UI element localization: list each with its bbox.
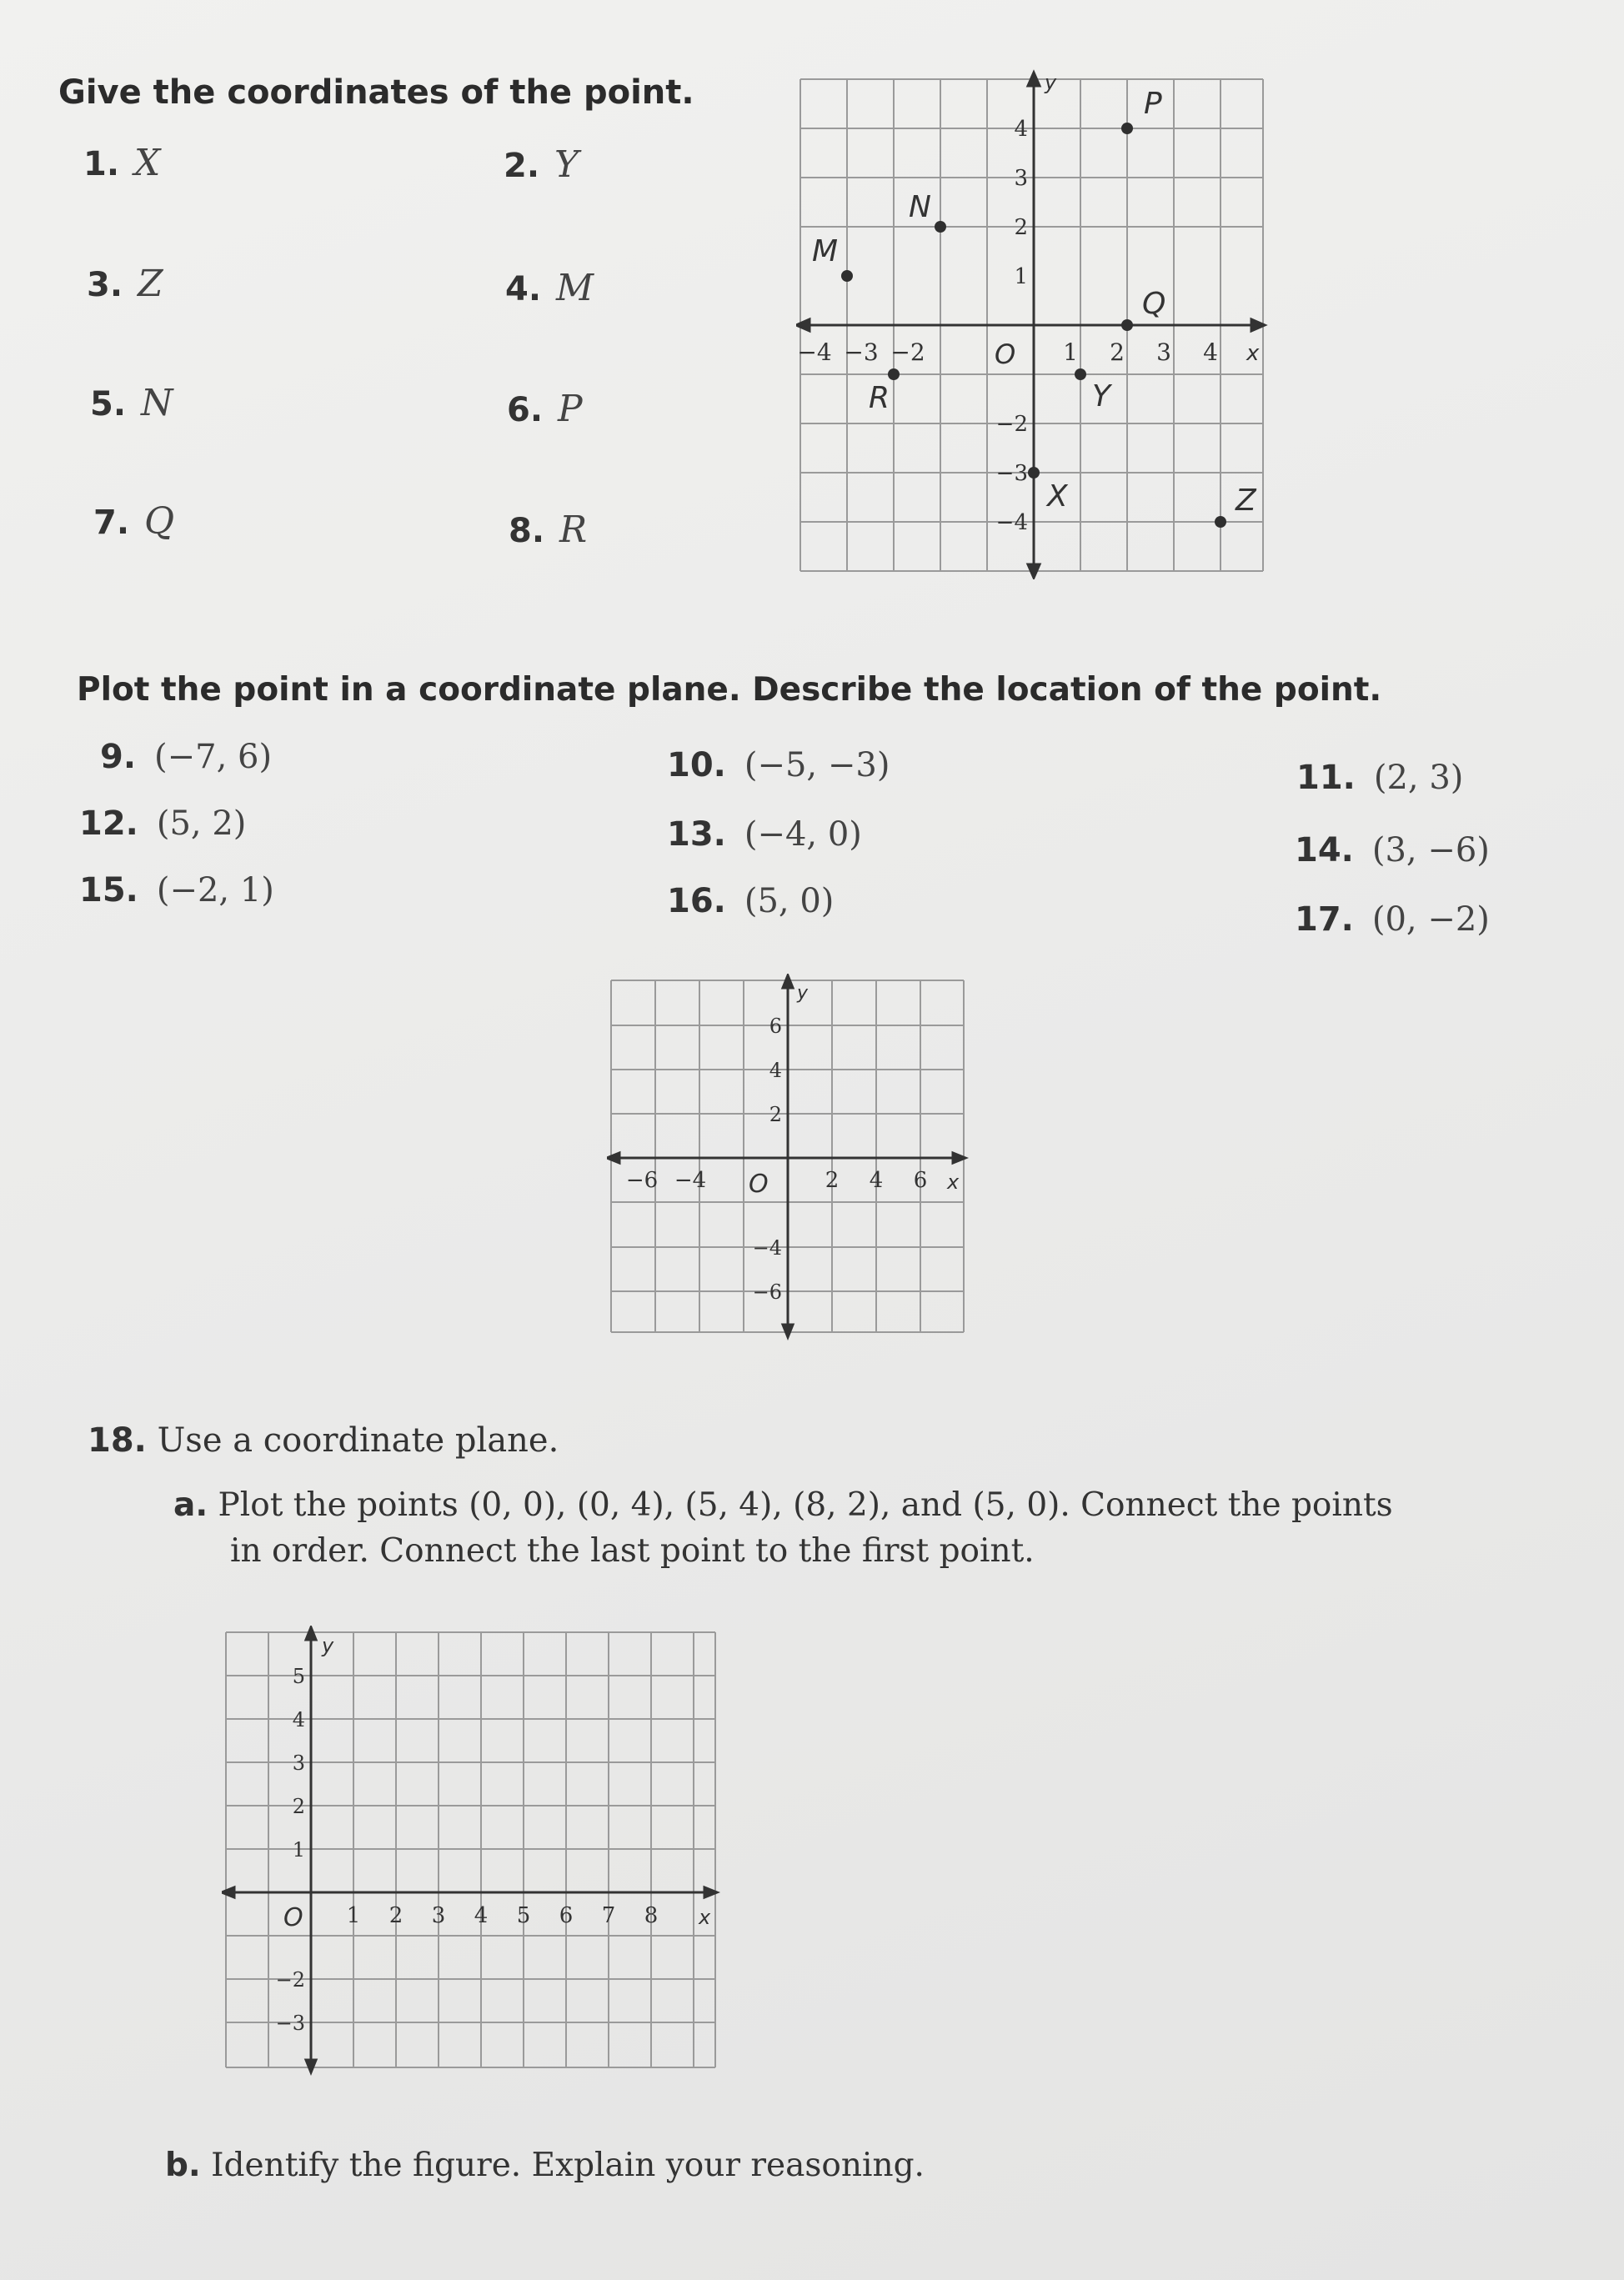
plane1-point-z [1215, 516, 1226, 528]
question-10: 10. (−5, −3) [667, 746, 890, 784]
plane1-x-axis-label: x [1246, 341, 1260, 366]
problem-18a-line1: Plot the points (0, 0), (0, 4), (5, 4), (8, 2), and (5, 0). Connect the points [218, 1486, 1393, 1524]
plane1-point-label: R [869, 381, 890, 415]
question-4: 4. M [505, 267, 594, 309]
question-2: 2. Y [504, 143, 579, 186]
question-label: Q [144, 500, 175, 543]
question-6: 6. P [507, 388, 583, 430]
plane1-point-label: Q [1142, 287, 1166, 321]
problem-18-number: 18. [88, 1421, 147, 1460]
plane1-y-tick: −4 [995, 510, 1028, 535]
question-8: 8. R [509, 509, 588, 551]
plane1-y-tick: 4 [1014, 117, 1028, 142]
plane2-x-tick: −4 [674, 1168, 707, 1193]
plane3-y-tick: 3 [292, 1751, 305, 1775]
plane3-x-tick: 4 [474, 1903, 489, 1928]
plane1-y-tick: 3 [1014, 166, 1028, 191]
plane1-point-label: M [812, 234, 839, 268]
question-point: (2, 3) [1373, 759, 1464, 797]
question-7: 7. Q [93, 500, 175, 543]
plane1-point-p [1121, 123, 1133, 134]
question-1: 1. X [83, 142, 161, 184]
plane3-x-tick: 2 [388, 1903, 403, 1928]
plane2-y-axis-label: y [797, 983, 809, 1004]
problem-18a-label: a. [173, 1486, 208, 1524]
plane2-x-axis-label: x [947, 1170, 960, 1194]
question-3: 3. Z [87, 263, 163, 305]
question-point: (−4, 0) [744, 815, 862, 854]
question-point: (3, −6) [1371, 831, 1490, 869]
question-point: (−7, 6) [154, 738, 273, 776]
plane3-x-tick: 7 [601, 1903, 616, 1928]
problem-18 [88, 1421, 559, 1460]
plane3-x-tick: 8 [644, 1903, 659, 1928]
problem-18b [165, 2147, 925, 2184]
question-label: Z [138, 263, 163, 305]
question-11: 11. (2, 3) [1296, 759, 1464, 797]
plane1-y-tick: −3 [995, 461, 1028, 486]
question-label: X [134, 142, 161, 184]
plane1-point-label: Y [1092, 379, 1110, 413]
plane1-point-y [1075, 368, 1086, 380]
plane1-x-tick: −4 [797, 338, 832, 366]
plane1-point-n [935, 221, 946, 233]
plane3-y-tick: 4 [292, 1708, 305, 1731]
plane1-x-tick: 2 [1110, 338, 1125, 366]
question-14: 14. (3, −6) [1295, 831, 1490, 869]
plane2-y-tick: −4 [752, 1236, 782, 1260]
problem-18b-text: Identify the figure. Explain your reasoning. [211, 2147, 925, 2184]
plane1-x-tick: −3 [844, 338, 879, 366]
plane1-origin-label: O [995, 338, 1016, 370]
plane2-x-tick: −6 [625, 1168, 659, 1193]
plane2-y-tick: 4 [769, 1059, 782, 1082]
question-point: (0, −2) [1371, 900, 1490, 939]
plane1-point-r [888, 368, 900, 380]
plane3-x-tick: 3 [431, 1903, 446, 1928]
plane1-point-x [1028, 467, 1040, 479]
plane3-x-axis-label: x [699, 1906, 711, 1929]
plane2-x-tick: 6 [913, 1168, 928, 1193]
plane1-x-tick: 1 [1063, 338, 1078, 366]
question-13: 13. (−4, 0) [667, 815, 862, 854]
plane3-y-tick: 1 [292, 1838, 305, 1862]
plane1-point-label: X [1047, 479, 1068, 514]
plane1-y-tick: 2 [1014, 215, 1028, 240]
question-point: (−5, −3) [744, 746, 890, 784]
coordinate-plane-2 [607, 974, 974, 1340]
plane1-y-tick: −2 [995, 412, 1028, 437]
plane1-x-tick: 3 [1156, 338, 1171, 366]
plane3-y-tick: −2 [275, 1968, 305, 1992]
question-15: 15. (−2, 1) [79, 871, 274, 909]
problem-18-text: Use a coordinate plane. [157, 1421, 559, 1460]
question-label: P [558, 388, 583, 430]
section2-instructions: Plot the point in a coordinate plane. Describe the location of the point. [77, 671, 1382, 709]
section1-instructions: Give the coordinates of the point. [58, 73, 694, 112]
question-label: M [556, 267, 594, 309]
plane1-point-m [841, 270, 853, 282]
question-label: N [141, 382, 173, 424]
plane2-axes [607, 975, 965, 1337]
plane1-axes [796, 73, 1265, 578]
question-9: 9. (−7, 6) [100, 738, 273, 776]
plane1-y-axis-label: y [1045, 71, 1057, 94]
plane2-x-tick: 4 [869, 1168, 884, 1193]
plane1-x-tick: −2 [890, 338, 925, 366]
plane3-origin-label: O [283, 1903, 303, 1932]
question-label: R [559, 509, 588, 551]
question-17: 17. (0, −2) [1295, 900, 1490, 939]
plane2-origin-label: O [749, 1170, 769, 1199]
plane1-point-label: Z [1236, 484, 1256, 518]
plane2-y-tick: −6 [752, 1280, 782, 1304]
question-point: (−2, 1) [156, 871, 274, 909]
question-point: (5, 2) [156, 804, 247, 843]
plane3-y-tick: −3 [275, 2012, 305, 2035]
plane2-x-tick: 2 [825, 1168, 840, 1193]
coordinate-plane-3 [222, 1626, 722, 2084]
question-5: 5. N [90, 382, 173, 424]
plane1-point-q [1121, 319, 1133, 331]
plane2-y-tick: 6 [769, 1015, 782, 1038]
plane2-y-tick: 2 [769, 1103, 782, 1126]
question-16: 16. (5, 0) [667, 882, 835, 920]
problem-18a [173, 1486, 1393, 1524]
problem-18b-label: b. [165, 2147, 201, 2184]
plane3-x-tick: 5 [516, 1903, 531, 1928]
plane3-x-tick: 6 [559, 1903, 574, 1928]
plane1-point-label: N [909, 190, 931, 224]
problem-18a-line2: in order. Connect the last point to the first point. [230, 1532, 1035, 1570]
plane3-x-tick: 1 [346, 1903, 361, 1928]
plane3-y-tick: 2 [292, 1795, 305, 1818]
question-label: Y [554, 143, 579, 186]
question-12: 12. (5, 2) [79, 804, 247, 843]
plane3-y-axis-label: y [322, 1634, 334, 1657]
plane1-y-tick: 1 [1014, 264, 1028, 289]
question-point: (5, 0) [744, 882, 835, 920]
plane3-y-tick: 5 [292, 1665, 305, 1688]
coordinate-plane-1 [796, 54, 1271, 579]
plane1-x-tick: 4 [1203, 338, 1218, 366]
plane1-point-label: P [1144, 87, 1162, 121]
